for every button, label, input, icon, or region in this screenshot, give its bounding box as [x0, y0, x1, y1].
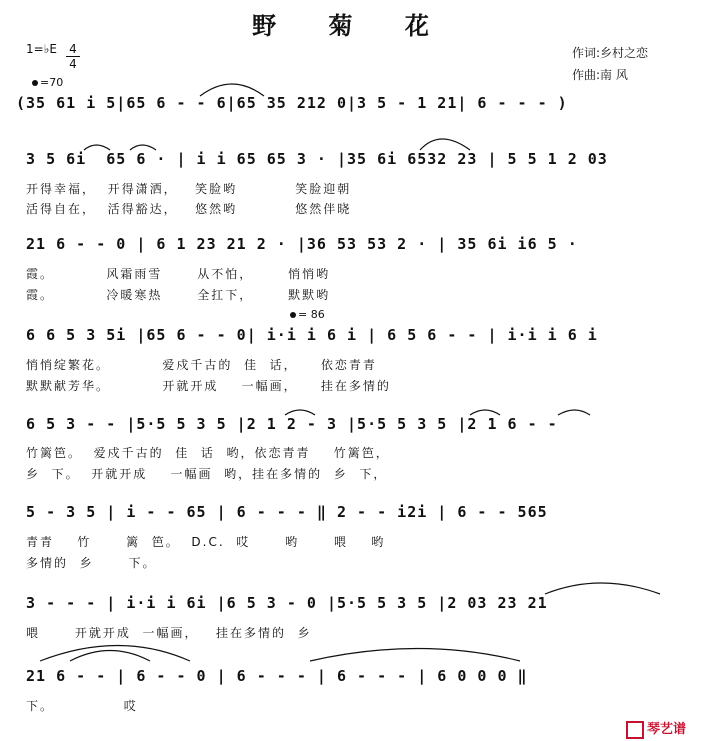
logo-icon: [626, 721, 644, 739]
slur-icon: [40, 646, 190, 662]
notation-line-8: 21 6 - - | 6 - - 0 | 6 - - - | 6 - - - | 6 0 0 0 ‖: [16, 667, 528, 685]
song-title: 野 菊 花: [252, 11, 451, 40]
lyric-line-2-verse-1: 开得幸福， 开得潇洒， 笑脸哟 笑脸迎朝: [26, 182, 352, 196]
time-signature-top: 4: [66, 42, 80, 57]
notation-line-1: (35 61 i 5|65 6 - - 6|65 35 212 0|3 5 - 1 21| 6 - - - ): [16, 94, 568, 112]
lyric-line-3-verse-1: 霞。 风霜雨雪 从不怕， 悄悄哟: [26, 267, 331, 281]
lyric-line-4-verse-1: 悄悄绽繁花。 爱戍千古的 佳 话， 依恋青青: [26, 358, 377, 372]
slur-icon: [558, 410, 590, 415]
slur-icon: [130, 145, 156, 150]
site-logo: [626, 718, 686, 739]
slur-icon: [470, 410, 500, 415]
notation-line-2: 3 5 6i 65 6 · | i i 65 65 3 · |35 6i 6532 23 | 5 5 1 2 03: [16, 150, 608, 168]
tempo-value: =70: [40, 76, 64, 89]
slur-icon: [310, 649, 520, 662]
notation-line-5: 6 5 3 - - |5·5 5 3 5 |2 1 2 - 3 |5·5 5 3 5 |2 1 6 - -: [16, 415, 558, 433]
lyric-line-3-verse-2: 霞。 冷暖寒热 全扛下， 默默哟: [26, 288, 331, 302]
slur-icon: [200, 84, 264, 96]
lyric-line-6-verse-1: 青青 竹 篱 笆。 D.C. 哎 哟 喂 哟: [26, 535, 386, 549]
key-label: 1=♭E: [26, 42, 57, 56]
slur-icon: [70, 651, 150, 662]
notation-line-4: 6 6 5 3 5i |65 6 - - 0| i·i i 6 i | 6 5 6 - - | i·i i 6 i: [16, 326, 598, 344]
lyric-line-8-verse-1: 下。 哎: [26, 699, 138, 713]
slur-icon: [285, 410, 315, 415]
slur-icon: [545, 583, 660, 594]
slur-icon: [84, 145, 110, 150]
watermark-text: 琴艺谱: [647, 722, 687, 737]
lyric-line-5-verse-2: 乡 下。 开就开成 一幅画 哟，挂在多情的 乡 下，: [26, 467, 388, 481]
tempo-change-value: = 86: [298, 308, 325, 321]
notation-line-3: 21 6 - - 0 | 6 1 23 21 2 · |36 53 53 2 · | 35 6i i6 5 ·: [16, 235, 578, 253]
notation-line-7: 3 - - - | i·i i 6i |6 5 3 - 0 |5·5 5 3 5 |2 03 23 21: [16, 594, 548, 612]
composer: 作曲:南 风: [572, 68, 628, 82]
lyric-line-7-verse-1: 喂 开就开成 一幅画， 挂在多情的 乡: [26, 626, 312, 640]
slur-icon: [420, 139, 470, 150]
notation-line-6: 5 - 3 5 | i - - 65 | 6 - - - ‖ 2 - - i2i | 6 - - 565: [16, 503, 548, 521]
lyric-line-5-verse-1: 竹篱笆。 爱戍千古的 佳 话 哟，依恋青青 竹篱笆，: [26, 446, 390, 460]
time-signature-bottom: 4: [69, 57, 77, 71]
lyric-line-2-verse-2: 活得自在， 活得豁达， 悠然哟 悠然伴晓: [26, 202, 352, 216]
lyric-line-6-verse-2: 多情的 乡 下。: [26, 556, 157, 570]
lyricist: 作词:乡村之恋: [572, 46, 649, 60]
lyric-line-4-verse-2: 默默献芳华。 开就开成 一幅画， 挂在多情的: [26, 379, 391, 393]
